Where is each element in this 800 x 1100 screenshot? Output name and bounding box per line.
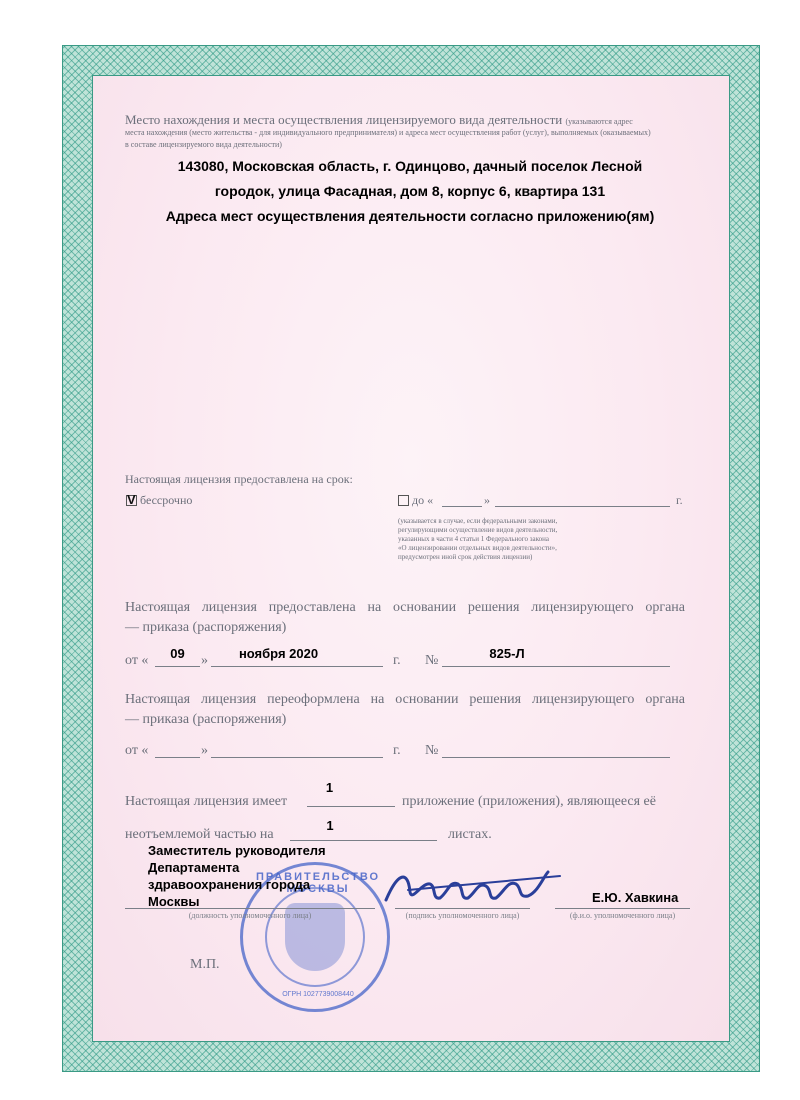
address-line-1: 143080, Московская область, г. Одинцово, дачный поселок Лесной (177, 158, 643, 174)
name-caption: (ф.и.о. уполномоченного лица) (569, 911, 676, 920)
location-heading-text: Место нахождения и места осуществления лицензируемого вида деятельности (125, 112, 563, 127)
until-quote-close: » (484, 493, 490, 507)
basis-from-label: от « (125, 653, 149, 668)
term-note-3: указанных в части 4 статьи 1 Федерального закона (398, 535, 550, 543)
handwritten-signature (378, 862, 568, 910)
name-line (555, 908, 690, 909)
until-month-line (495, 506, 670, 507)
until-checkbox[interactable] (398, 495, 409, 506)
location-heading-note-1: (указываются адрес (565, 117, 633, 126)
signer-name: Е.Ю. Хавкина (592, 890, 679, 905)
seal-place-label: М.П. (190, 957, 220, 972)
signer-position-line-2: Департамента (148, 860, 240, 875)
indefinite-checkbox[interactable] (126, 492, 137, 507)
term-note (398, 517, 598, 562)
indefinite-label: бессрочно (140, 493, 193, 507)
signer-position-line-4: Москвы (148, 894, 200, 909)
until-label: до « (412, 493, 434, 507)
basis-number-line (442, 666, 670, 667)
reissue-year-suffix: г. (393, 743, 401, 758)
location-heading (125, 112, 705, 128)
term-note-2: регулирующими осуществление видов деятельности, (398, 526, 558, 534)
signer-position (148, 842, 326, 910)
appendix-text-2-after: листах. (448, 827, 492, 842)
reissue-text-2: — приказа (распоряжения) (125, 712, 287, 727)
position-line (125, 908, 375, 909)
until-year-suffix: г. (676, 493, 683, 507)
position-caption: (должность уполномоченного лица) (188, 911, 312, 920)
term-heading: Настоящая лицензия предоставлена на срок: (125, 472, 353, 486)
reissue-text-1: Настоящая лицензия переоформлена на основании решения лицензирующего органа (125, 692, 685, 707)
term-note-5: предусмотрен иной срок действия лицензии) (398, 553, 533, 561)
appendix-text-2-before: неотъемлемой частью на (125, 827, 274, 842)
address-line-2: городок, улица Фасадная, дом 8, корпус 6, квартира 131 (214, 183, 606, 199)
basis-month-year: ноября 2020 (238, 646, 319, 661)
signature-caption: (подпись уполномоченного лица) (405, 911, 520, 920)
term-note-1: (указывается в случае, если федеральными законами, (398, 517, 558, 525)
signer-position-line-1: Заместитель руководителя (148, 843, 326, 858)
appendix-count: 1 (325, 780, 334, 795)
basis-year-suffix: г. (393, 653, 401, 668)
check-mark-icon: V (127, 492, 136, 507)
location-heading-note-3: в составе лицензируемого вида деятельности) (125, 140, 282, 149)
location-heading-note-2: места нахождения (место жительства - для индивидуального предпринимателя) и адреса мест осуществления работ (услуг), выполняемых (оказываемых) (125, 128, 651, 137)
basis-number: 825-Л (489, 646, 525, 661)
appendix-text-1-after: приложение (приложения), являющееся её (402, 794, 656, 809)
seal-bottom-text: ОГРН 1027739008440 (282, 991, 354, 998)
basis-number-label: № (425, 653, 439, 668)
reissue-from-label: от « (125, 743, 149, 758)
basis-day: 09 (170, 646, 185, 661)
signature-line (395, 908, 530, 909)
signer-position-line-3: здравоохранения города (148, 877, 311, 892)
reissue-month-line (211, 757, 383, 758)
until-day-line (442, 506, 482, 507)
basis-text-1: Настоящая лицензия предоставлена на основании решения лицензирующего органа (125, 600, 685, 615)
reissue-number-line (442, 757, 670, 758)
reissue-day-line (155, 757, 200, 758)
basis-quote-close: » (201, 653, 208, 668)
appendix-text-1-before: Настоящая лицензия имеет (125, 794, 288, 809)
address-line-3: Адреса мест осуществления деятельности согласно приложению(ям) (165, 208, 655, 224)
appendix-count-line (307, 806, 395, 807)
basis-text-2: — приказа (распоряжения) (125, 620, 287, 635)
basis-month-line (211, 666, 383, 667)
term-note-4: «О лицензировании отдельных видов деятельности», (398, 544, 557, 552)
sheet-count: 1 (326, 818, 334, 833)
seal-top-text: ПРАВИТЕЛЬСТВО МОСКВЫ (255, 871, 381, 895)
reissue-quote-close: » (201, 743, 208, 758)
sheet-count-line (290, 840, 437, 841)
basis-day-line (155, 666, 200, 667)
reissue-number-label: № (425, 743, 439, 758)
